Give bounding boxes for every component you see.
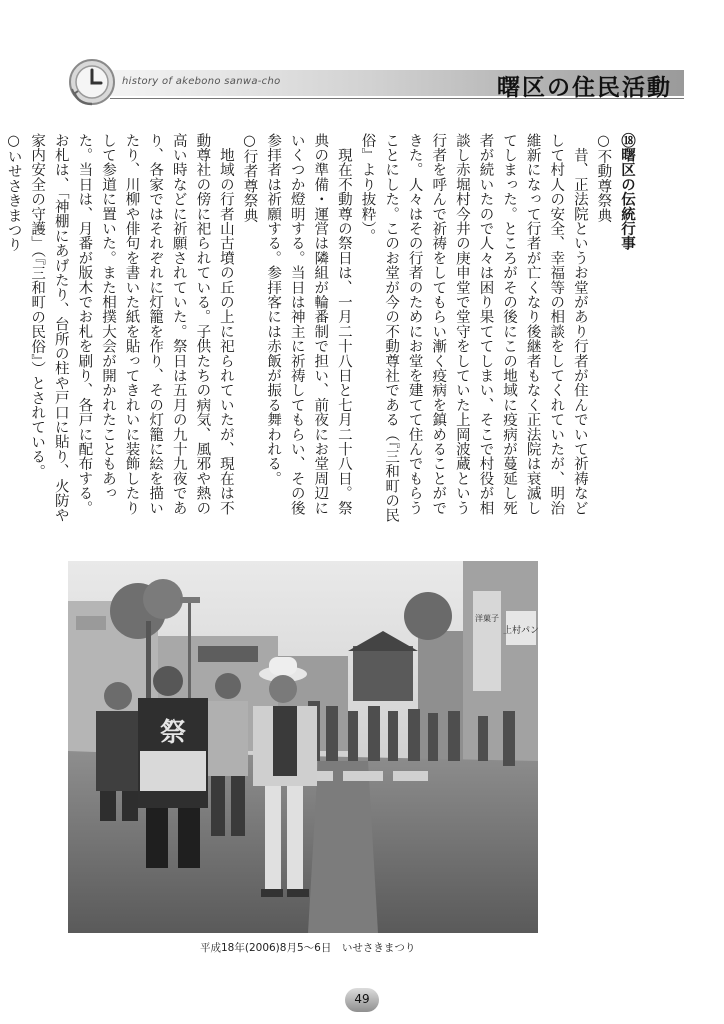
page-header: [0, 58, 724, 108]
gyoja-heading: ○行者尊祭典: [241, 133, 258, 223]
festival-photo: [68, 561, 538, 933]
clock-logo-icon: [68, 58, 116, 106]
fudo-paragraph-2: 現在不動尊の祭日は、一月二十八日と七月二十八日。祭典の準備・運営は隣組が輪番制で担い、前夜にお堂周辺にいくつか燈明する。当日は神主に祈祷してもらい、その後参拝者は祈願する。参拝客には赤飯が振る舞われる。: [265, 133, 352, 516]
section-number: ⑱: [619, 133, 635, 148]
isesaki-heading: ○いせさきまつり: [5, 133, 22, 253]
photo-caption: 平成18年(2006)8月5〜6日 いせさきまつり: [200, 942, 416, 954]
article-right-columns: [555, 553, 667, 953]
shop-sign-pan: 上村パン: [502, 626, 540, 636]
isesaki-date: [0, 133, 1, 523]
header-title: 曙区の住民活動: [497, 75, 672, 101]
page-number: 49: [354, 992, 370, 1006]
fudo-heading: ○不動尊祭典: [595, 133, 612, 223]
festival-street-scene: [68, 561, 538, 933]
article-top-columns: [5, 133, 638, 523]
fudo-paragraph-1: 昔、正法院というお堂があり行者が住んでいて祈祷などして村人の安全、幸福等の相談をしてくれていたが、明治維新になって行者が亡くなり後継者もなく正法院は衰滅してしまった。ところがその後にこの地域に疫病が蔓延し死者が続いたので人々は困り果ててしまい、そこで村役が相談し赤堀村今井の庚申堂で堂守をしていた上岡波蔵という行者を呼んで祈祷をしてもらい漸く疫病を鎮めることができた。人々はその行者のためにお堂を建てて住んでもらうことにした。このお堂が今の不動尊社である（『三和町の民俗』より抜粋）。: [359, 133, 588, 523]
shop-sign-yogashi: 洋菓子: [475, 614, 499, 623]
section-title: 曙区の伝統行事: [619, 147, 635, 251]
section-heading: [614, 133, 638, 523]
header-subtitle: history of akebono sanwa-cho: [122, 76, 281, 87]
gyoja-paragraph-1: 地域の行者山古墳の丘の上に祀られていたが、現在は不動尊社の傍に祀られている。子供たちの病気、風邪や熱の高い時などに祈願されていた。祭日は五月の九十九夜であり、各家ではそれぞれに灯籠を作り、その灯籠に絵を描いたり、川柳や俳句を書いた紙を貼ってきれいに装飾したりして参道に置いた。また相撲大会が開かれたこともあった。当日は、月番が版木でお札を刷り、各戸に配布する。お札は、「神棚にあげたり、台所の柱や戸口に貼り、火防や家内安全の守護」（『三和町の民俗』）とされている。: [29, 133, 234, 523]
happi-matsuri-mark: 祭: [159, 718, 187, 748]
page-number-badge: [345, 988, 379, 1012]
